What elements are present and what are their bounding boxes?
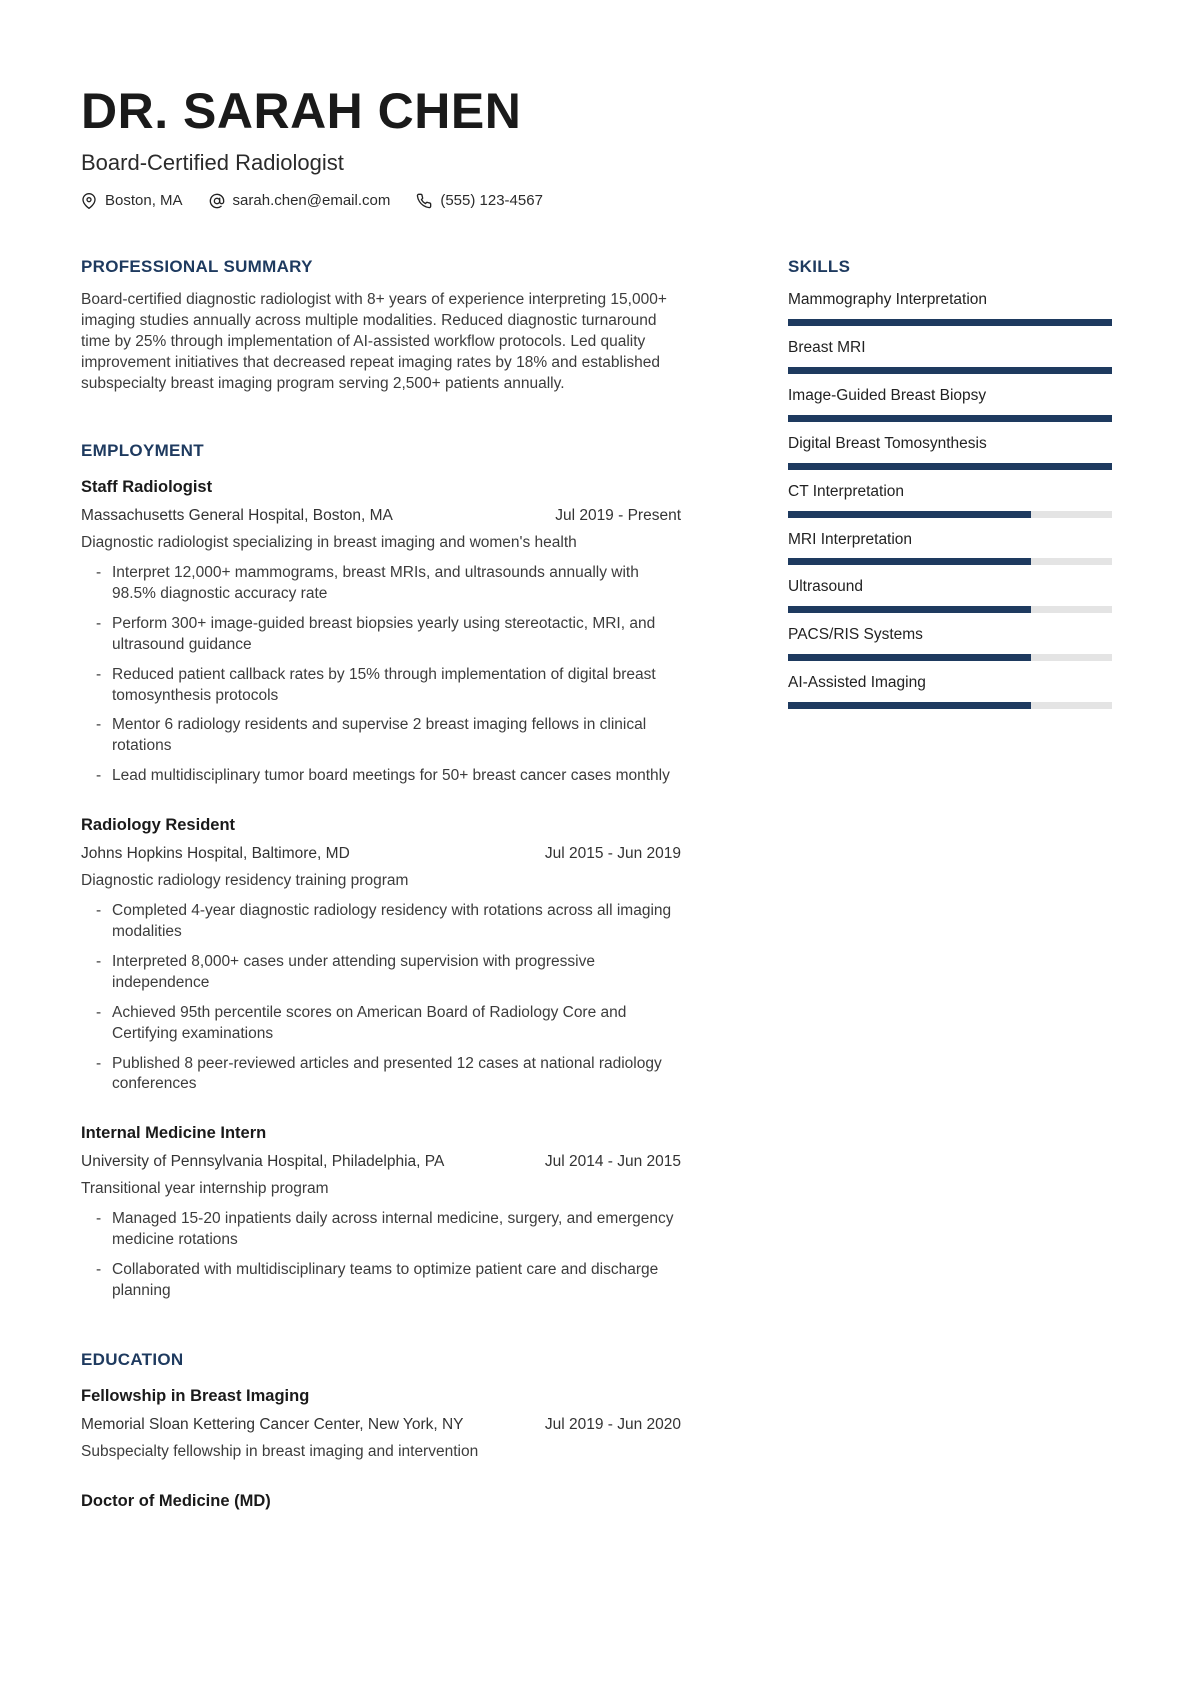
skill-item xyxy=(788,434,1112,470)
bullet-marker: - xyxy=(96,716,102,734)
skill-bar-fill xyxy=(788,558,1031,565)
job-title: Doctor of Medicine (MD) xyxy=(81,1492,271,1511)
job-entry xyxy=(81,815,681,1095)
candidate-name: DR. SARAH CHEN xyxy=(81,83,522,139)
bullet-marker: - xyxy=(96,1261,102,1279)
job-description: Diagnostic radiologist specializing in breast imaging and women's health xyxy=(81,533,577,551)
job-list xyxy=(81,477,681,1302)
job-org-row xyxy=(81,506,681,526)
bullet-marker: - xyxy=(96,767,102,785)
job-entry xyxy=(81,477,681,787)
skill-bar-track xyxy=(788,367,1112,374)
job-dates: Jul 2019 - Present xyxy=(555,506,681,524)
skill-label: PACS/RIS Systems xyxy=(788,626,923,644)
skills-heading: SKILLS xyxy=(788,257,851,277)
bullet-marker: - xyxy=(96,614,102,632)
job-bullets xyxy=(81,1209,681,1302)
skill-label: Mammography Interpretation xyxy=(788,290,988,308)
bullet-text: Mentor 6 radiology residents and supervise 2 breast imaging fellows in clinical rotations xyxy=(112,716,647,755)
skill-label: CT Interpretation xyxy=(788,482,905,500)
job-title: Fellowship in Breast Imaging xyxy=(81,1387,310,1406)
skill-bar-track xyxy=(788,415,1112,422)
resume-header xyxy=(81,83,1112,210)
job-bullets xyxy=(81,901,681,1095)
bullet-marker: - xyxy=(96,1054,102,1072)
job-org-row xyxy=(81,1152,681,1172)
education-heading: EDUCATION xyxy=(81,1349,184,1369)
skill-label: Digital Breast Tomosynthesis xyxy=(788,434,987,452)
skill-item xyxy=(788,530,1112,566)
skill-item xyxy=(788,290,1112,326)
employment-heading: EMPLOYMENT xyxy=(81,440,204,460)
skill-item xyxy=(788,386,1112,422)
job-description: Subspecialty fellowship in breast imaging and intervention xyxy=(81,1443,479,1461)
bullet-item xyxy=(81,901,681,943)
skill-item xyxy=(788,673,1112,709)
skill-bar-track xyxy=(788,463,1112,470)
skill-bar-track xyxy=(788,558,1112,565)
location-pin-icon xyxy=(81,193,97,209)
skill-bar-fill xyxy=(788,702,1031,709)
bullet-item xyxy=(81,1054,681,1096)
skill-label: Ultrasound xyxy=(788,578,863,596)
contact-phone xyxy=(416,192,543,209)
bullet-item xyxy=(81,665,681,707)
contact-email-text: sarah.chen@email.com xyxy=(232,192,391,210)
skill-bar-fill xyxy=(788,367,1112,374)
candidate-job-title: Board-Certified Radiologist xyxy=(81,150,344,175)
job-description: Transitional year internship program xyxy=(81,1180,329,1198)
skills-section xyxy=(788,257,1112,709)
bullet-marker: - xyxy=(96,1003,102,1021)
job-title: Internal Medicine Intern xyxy=(81,1124,267,1143)
skill-item xyxy=(788,338,1112,374)
contact-location-text: Boston, MA xyxy=(105,192,183,210)
job-organization: Memorial Sloan Kettering Cancer Center, New York, NY xyxy=(81,1415,464,1433)
bullet-text: Achieved 95th percentile scores on American Board of Radiology Core and Certifying examinations xyxy=(112,1003,627,1042)
at-sign-icon xyxy=(209,193,225,209)
skill-bar-track xyxy=(788,606,1112,613)
skill-bar-fill xyxy=(788,415,1112,422)
summary-text: Board-certified diagnostic radiologist with 8+ years of experience interpreting 15,000+ imaging studies annually across multiple modalities. Reduced diagnostic turnaround time by 25% through implementation of AI-assisted workflow protocols. Led quality improvement initiatives that decreased repeat imaging rates by 18% and established subspecialty breast imaging program serving 2,500+ patients annually. xyxy=(81,290,667,392)
contact-phone-text: (555) 123-4567 xyxy=(440,192,543,210)
bullet-item xyxy=(81,614,681,656)
bullet-text: Interpreted 8,000+ cases under attending supervision with progressive independence xyxy=(112,952,595,991)
phone-icon xyxy=(416,193,432,209)
contact-row xyxy=(81,192,1112,209)
bullet-text: Reduced patient callback rates by 15% through implementation of digital breast tomosynthesis protocols xyxy=(112,665,656,704)
bullet-text: Published 8 peer-reviewed articles and presented 12 cases at national radiology conferences xyxy=(112,1054,662,1093)
bullet-item xyxy=(81,1003,681,1045)
bullet-marker: - xyxy=(96,563,102,581)
bullet-item xyxy=(81,563,681,605)
bullet-text: Lead multidisciplinary tumor board meetings for 50+ breast cancer cases monthly xyxy=(112,767,670,785)
bullet-marker: - xyxy=(96,902,102,920)
skill-bar-fill xyxy=(788,463,1112,470)
job-entry xyxy=(81,1491,681,1512)
contact-email xyxy=(209,192,391,209)
skill-bar-fill xyxy=(788,654,1031,661)
skill-label: Breast MRI xyxy=(788,338,866,356)
bullet-text: Managed 15-20 inpatients daily across internal medicine, surgery, and emergency medicine rotations xyxy=(112,1210,674,1249)
job-dates: Jul 2014 - Jun 2015 xyxy=(544,1152,681,1170)
bullet-text: Interpret 12,000+ mammograms, breast MRIs, and ultrasounds annually with 98.5% diagnostic accuracy rate xyxy=(112,563,639,602)
skill-label: Image-Guided Breast Biopsy xyxy=(788,386,987,404)
bullet-item xyxy=(81,1209,681,1251)
main-column xyxy=(81,257,681,1519)
skill-bar-fill xyxy=(788,319,1112,326)
bullet-marker: - xyxy=(96,665,102,683)
job-description: Diagnostic radiology residency training program xyxy=(81,872,409,890)
resume-body-columns xyxy=(81,257,1112,1519)
job-org-row xyxy=(81,844,681,864)
skill-item xyxy=(788,482,1112,518)
skill-bar-fill xyxy=(788,606,1031,613)
job-title: Radiology Resident xyxy=(81,816,236,835)
skill-list xyxy=(788,290,1112,709)
contact-location xyxy=(81,192,183,209)
skill-bar-track xyxy=(788,702,1112,709)
job-dates: Jul 2015 - Jun 2019 xyxy=(544,844,681,862)
bullet-text: Perform 300+ image-guided breast biopsies yearly using stereotactic, MRI, and ultrasound guidance xyxy=(112,614,656,653)
sidebar-column xyxy=(788,257,1112,1519)
summary-section xyxy=(81,257,681,394)
skill-label: AI-Assisted Imaging xyxy=(788,674,926,692)
skill-bar-track xyxy=(788,319,1112,326)
job-organization: Massachusetts General Hospital, Boston, MA xyxy=(81,506,393,524)
skill-label: MRI Interpretation xyxy=(788,530,913,548)
job-organization: University of Pennsylvania Hospital, Philadelphia, PA xyxy=(81,1152,445,1170)
job-title: Staff Radiologist xyxy=(81,478,213,497)
bullet-item xyxy=(81,1260,681,1302)
summary-heading: PROFESSIONAL SUMMARY xyxy=(81,257,313,277)
skill-item xyxy=(788,577,1112,613)
bullet-text: Completed 4-year diagnostic radiology residency with rotations across all imaging modalities xyxy=(112,902,672,940)
job-org-row xyxy=(81,1415,681,1435)
job-bullets xyxy=(81,563,681,787)
skill-bar-track xyxy=(788,654,1112,661)
bullet-marker: - xyxy=(96,952,102,970)
bullet-item xyxy=(81,766,681,787)
bullet-item xyxy=(81,715,681,757)
bullet-item xyxy=(81,952,681,994)
job-entry xyxy=(81,1123,681,1302)
education-list xyxy=(81,1386,681,1512)
job-organization: Johns Hopkins Hospital, Baltimore, MD xyxy=(81,844,350,862)
skill-item xyxy=(788,625,1112,661)
employment-section xyxy=(81,441,681,1302)
skill-bar-fill xyxy=(788,511,1031,518)
skill-bar-track xyxy=(788,511,1112,518)
bullet-text: Collaborated with multidisciplinary teams to optimize patient care and discharge planning xyxy=(112,1261,659,1299)
job-entry xyxy=(81,1386,681,1463)
job-dates: Jul 2019 - Jun 2020 xyxy=(544,1415,681,1433)
bullet-marker: - xyxy=(96,1210,102,1228)
education-section xyxy=(81,1350,681,1513)
